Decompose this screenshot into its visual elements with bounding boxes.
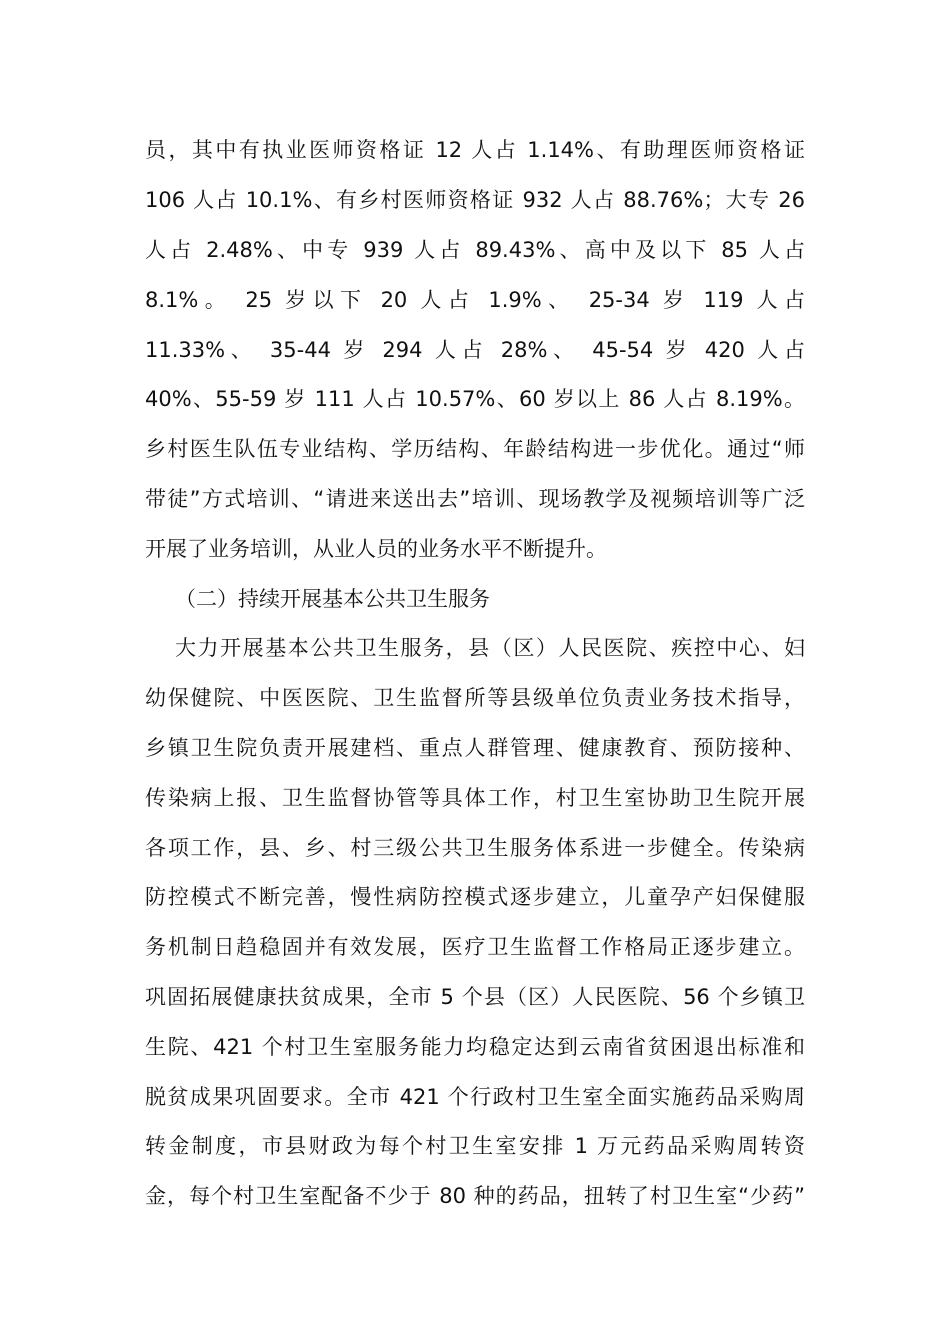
paragraph-line: 带徒”方式培训、“请进来送出去”培训、现场教学及视频培训等广泛: [145, 487, 805, 511]
paragraph-line: 转金制度，市县财政为每个村卫生室安排 1 万元药品采购周转资: [145, 1134, 805, 1158]
paragraph-line: 巩固拓展健康扶贫成果，全市 5 个县（区）人民医院、56 个乡镇卫: [145, 985, 805, 1009]
paragraph-line: 金，每个村卫生室配备不少于 80 种的药品，扭转了村卫生室“少药”: [145, 1184, 805, 1208]
section-heading: （二）持续开展基本公共卫生服务: [175, 587, 490, 611]
paragraph-line: 乡村医生队伍专业结构、学历结构、年龄结构进一步优化。通过“师: [145, 437, 805, 461]
paragraph-line: 开展了业务培训，从业人员的业务水平不断提升。: [145, 537, 607, 561]
paragraph-line: 大力开展基本公共卫生服务，县（区）人民医院、疾控中心、妇: [175, 636, 805, 660]
paragraph-line: 幼保健院、中医医院、卫生监督所等县级单位负责业务技术指导，: [145, 686, 805, 710]
paragraph-line: 务机制日趋稳固并有效发展，医疗卫生监督工作格局正逐步建立。: [145, 935, 805, 959]
paragraph-line: 106 人占 10.1%、有乡村医师资格证 932 人占 88.76%；大专 26: [145, 188, 805, 212]
paragraph-line: 11.33%、 35-44 岁 294 人占 28%、 45-54 岁 420 人占: [145, 338, 805, 362]
paragraph-line: 人占 2.48%、中专 939 人占 89.43%、高中及以下 85 人占: [145, 238, 805, 262]
paragraph-line: 防控模式不断完善，慢性病防控模式逐步建立，儿童孕产妇保健服: [145, 885, 805, 909]
paragraph-line: 各项工作，县、乡、村三级公共卫生服务体系进一步健全。传染病: [145, 836, 805, 860]
paragraph-line: 40%、55-59 岁 111 人占 10.57%、60 岁以上 86 人占 8.19%。: [145, 387, 805, 411]
paragraph-line: 员，其中有执业医师资格证 12 人占 1.14%、有助理医师资格证: [145, 138, 805, 162]
paragraph-line: 8.1%。 25 岁以下 20 人占 1.9%、 25-34 岁 119 人占: [145, 288, 805, 312]
paragraph-line: 传染病上报、卫生监督协管等具体工作，村卫生室协助卫生院开展: [145, 786, 805, 810]
paragraph-line: 生院、421 个村卫生室服务能力均稳定达到云南省贫困退出标准和: [145, 1035, 805, 1059]
paragraph-line: 乡镇卫生院负责开展建档、重点人群管理、健康教育、预防接种、: [145, 736, 805, 760]
paragraph-line: 脱贫成果巩固要求。全市 421 个行政村卫生室全面实施药品采购周: [145, 1085, 805, 1109]
